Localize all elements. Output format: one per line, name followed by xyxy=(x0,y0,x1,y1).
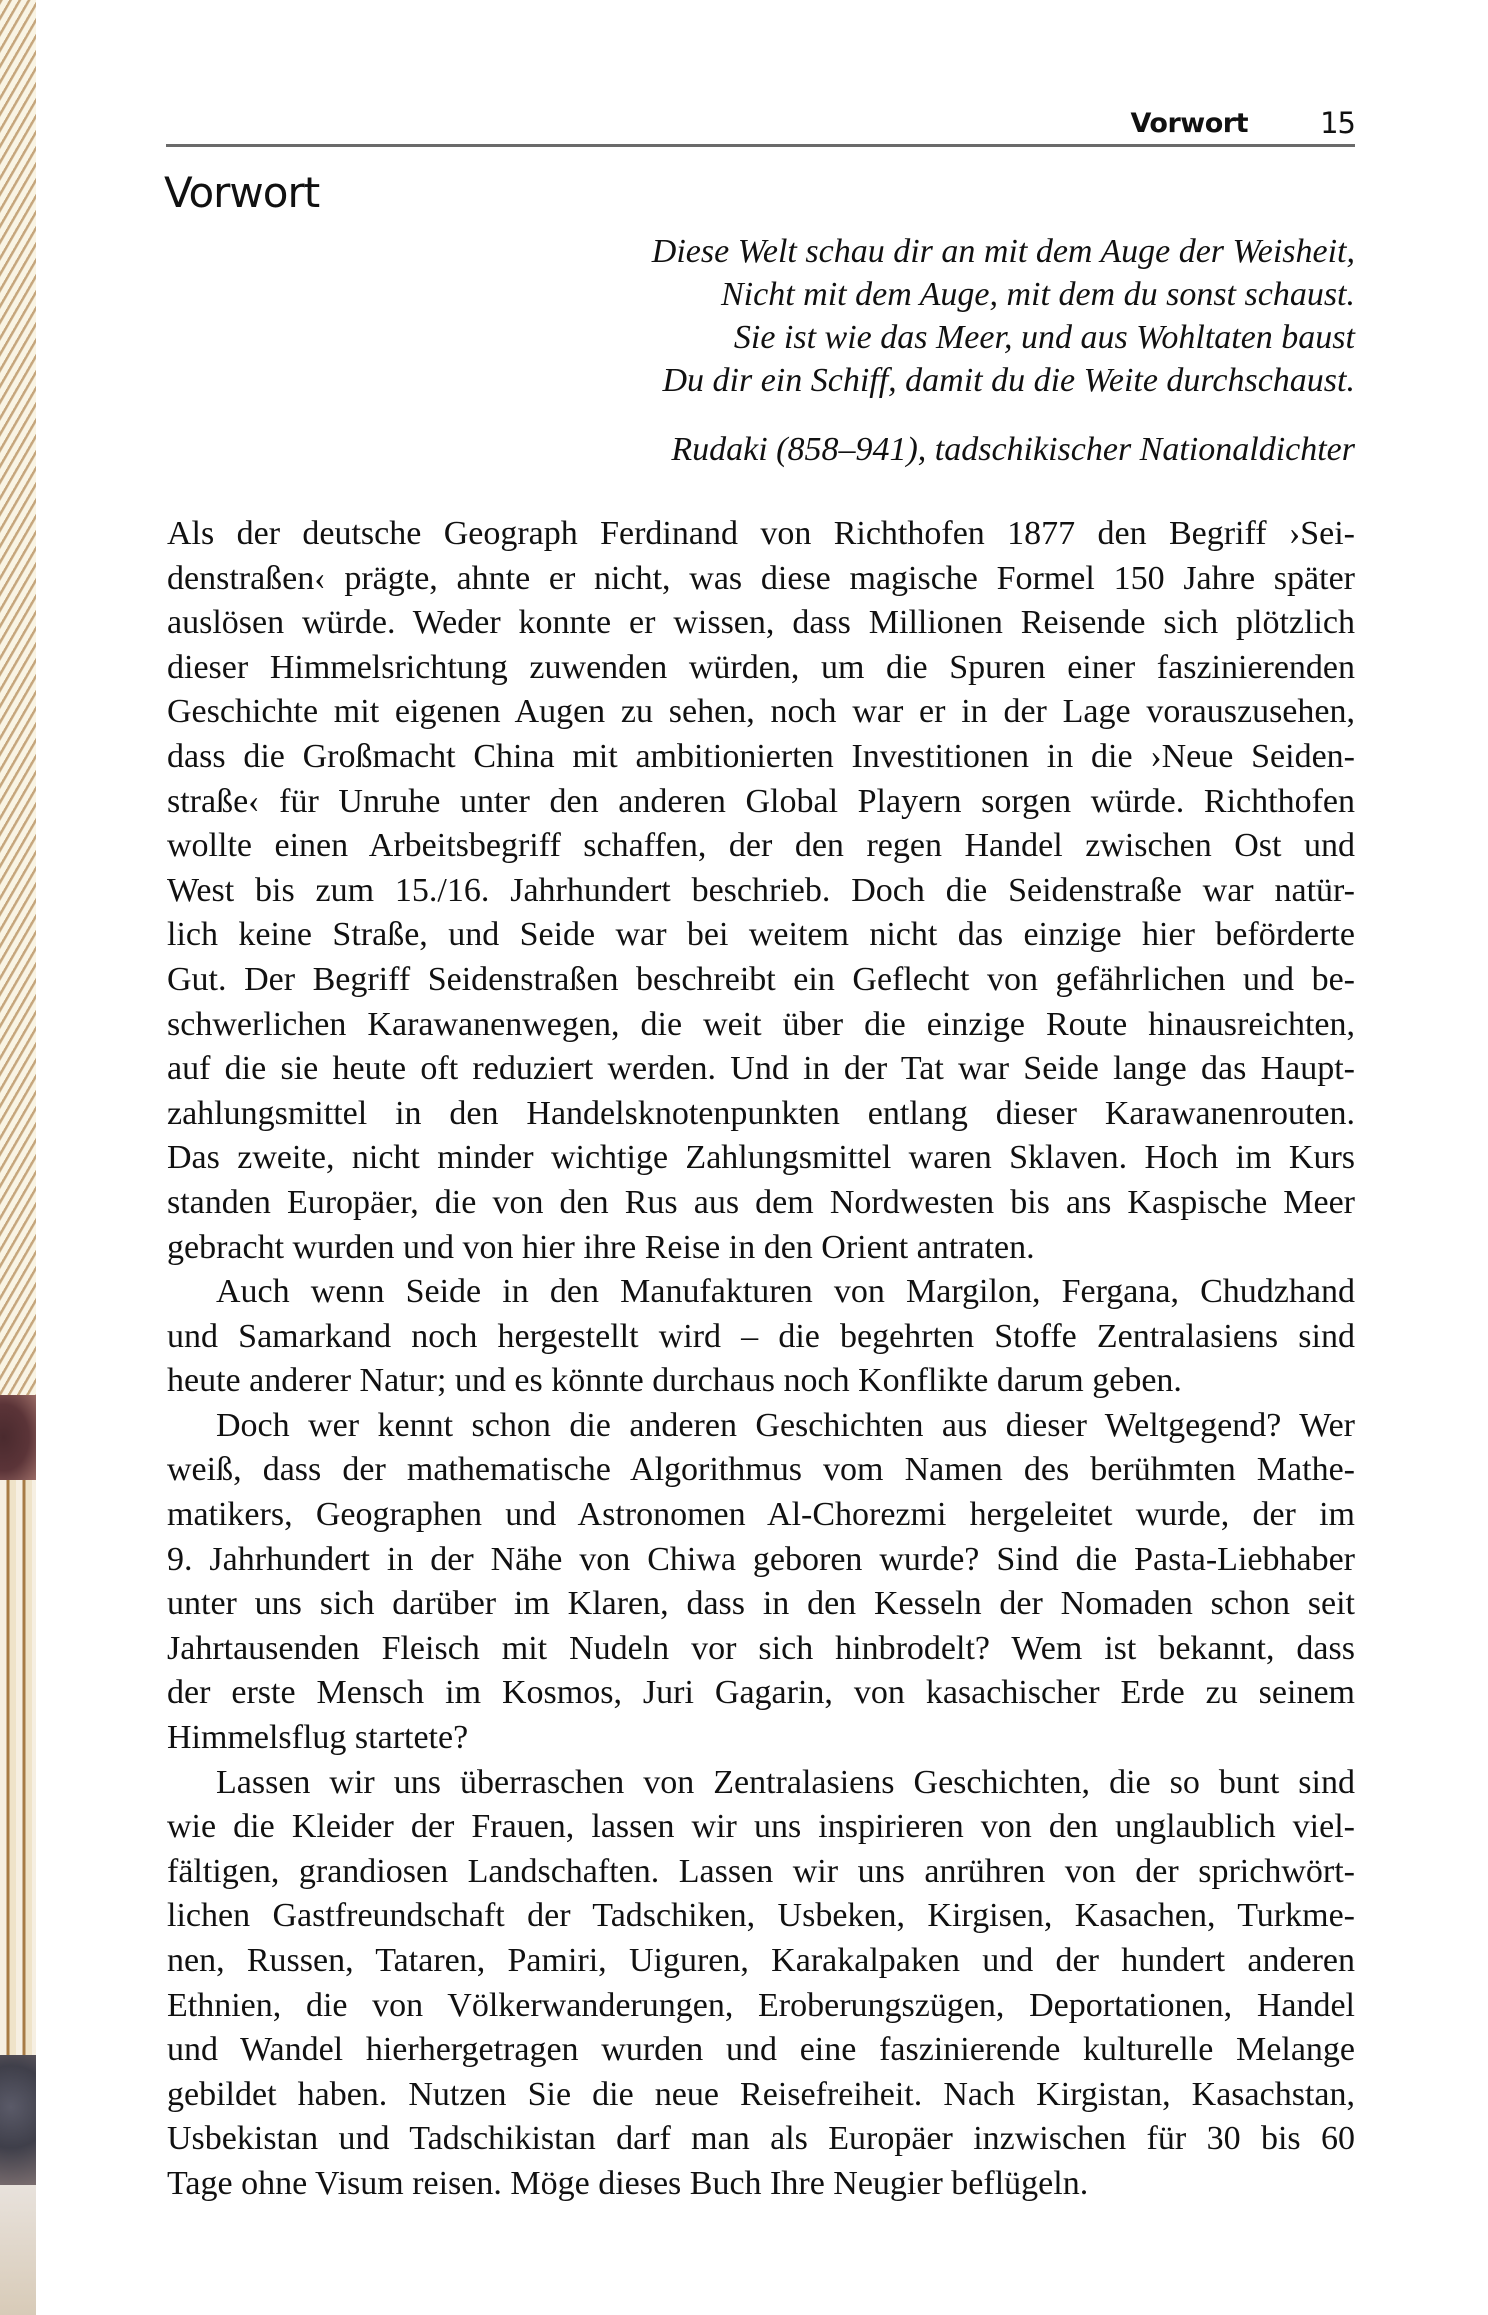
text-line: standen Europäer, die von den Rus aus dem Nordwesten bis ans Kaspische Meer xyxy=(167,1183,1355,1221)
text-line: Auch wenn Seide in den Manufakturen von Margilon, Fergana, Chudzhand xyxy=(216,1273,1355,1311)
text-line: unter uns sich darüber im Klaren, dass in den Kesseln der Nomaden schon seit xyxy=(167,1585,1355,1623)
text-line: und Samarkand noch hergestellt wird – die begehrten Stoffe Zentralasiens sind xyxy=(167,1317,1355,1355)
text-line: Doch wer kennt schon die anderen Geschichten aus dieser Weltgegend? Wer xyxy=(216,1406,1355,1444)
text-line: lich keine Straße, und Seide war bei weitem nicht das einzige hier beförderte xyxy=(167,916,1355,954)
decorative-photo-strip xyxy=(0,0,36,2315)
text-line: Usbekistan und Tadschikistan darf man als Europäer inzwischen für 30 bis 60 xyxy=(167,2120,1355,2158)
body-text xyxy=(167,512,1355,2207)
text-line: gebildet haben. Nutzen Sie die neue Reisefreiheit. Nach Kirgistan, Kasachstan, xyxy=(167,2075,1355,2113)
text-line: nen, Russen, Tataren, Pamiri, Uiguren, Karakalpaken und der hundert anderen xyxy=(167,1942,1355,1979)
text-line: denstraßen‹ prägte, ahnte er nicht, was diese magische Formel 150 Jahre später xyxy=(167,559,1355,597)
running-head xyxy=(166,104,1355,147)
text-line: Das zweite, nicht minder wichtige Zahlungsmittel waren Sklaven. Hoch im Kurs xyxy=(167,1139,1355,1177)
epigraph xyxy=(560,230,1355,471)
epigraph-attribution: Rudaki (858–941), tadschikischer Nationaldichter xyxy=(671,431,1355,468)
text-line: Tage ohne Visum reisen. Möge dieses Buch Ihre Neugier beflügeln. xyxy=(167,2164,1089,2202)
text-line: matikers, Geographen und Astronomen Al-Chorezmi hergeleitet wurde, der im xyxy=(167,1496,1355,1534)
text-line: Lassen wir uns überraschen von Zentralasiens Geschichten, die so bunt sind xyxy=(216,1763,1355,1801)
text-line: dass die Großmacht China mit ambitionierten Investitionen in die ›Neue Seiden- xyxy=(167,737,1355,775)
text-line: fältigen, grandiosen Landschaften. Lassen wir uns anrühren von der sprichwört- xyxy=(167,1852,1355,1890)
photo-strip-dark-segment xyxy=(0,1395,36,1480)
text-line: schwerlichen Karawanenwegen, die weit über die einzige Route hinausreichten, xyxy=(167,1005,1355,1043)
text-line: heute anderer Natur; und es könnte durchaus noch Konflikte darum geben. xyxy=(167,1362,1182,1400)
text-line: wie die Kleider der Frauen, lassen wir uns inspirieren von den unglaublich viel- xyxy=(167,1808,1355,1846)
paragraph-3 xyxy=(167,1404,1355,1761)
running-head-section: Vorwort xyxy=(1130,108,1248,139)
text-line: wollte einen Arbeitsbegriff schaffen, der den regen Handel zwischen Ost und xyxy=(167,827,1355,865)
text-line: Jahrtausenden Fleisch mit Nudeln vor sich hinbrodelt? Wem ist bekannt, dass xyxy=(167,1629,1355,1667)
paragraph-2 xyxy=(167,1270,1355,1404)
text-line: zahlungsmittel in den Handelsknotenpunkten entlang dieser Karawanenrouten. xyxy=(167,1094,1355,1132)
text-line: Ethnien, die von Völkerwanderungen, Eroberungszügen, Deportationen, Handel xyxy=(167,1986,1355,2024)
text-line: Gut. Der Begriff Seidenstraßen beschreibt ein Geflecht von gefährlichen und be- xyxy=(167,960,1355,998)
text-line: Geschichte mit eigenen Augen zu sehen, noch war er in der Lage vorauszusehen, xyxy=(167,693,1355,731)
paragraph-4 xyxy=(167,1761,1355,2207)
chapter-title: Vorwort xyxy=(164,168,320,217)
epigraph-verse: Du dir ein Schiff, damit du die Weite durchschaust. xyxy=(662,362,1355,399)
photo-strip-rocks-segment xyxy=(0,2055,36,2185)
paragraph-1 xyxy=(167,512,1355,1270)
text-line: auslösen würde. Weder konnte er wissen, dass Millionen Reisende sich plötzlich xyxy=(167,604,1355,642)
text-line: der erste Mensch im Kosmos, Juri Gagarin, von kasachischer Erde zu seinem xyxy=(167,1674,1355,1712)
text-line: lichen Gastfreundschaft der Tadschiken, Usbeken, Kirgisen, Kasachen, Turkme- xyxy=(167,1897,1355,1935)
photo-strip-bottom-segment xyxy=(0,2185,36,2315)
text-line: und Wandel hierhergetragen wurden und eine faszinierende kulturelle Melange xyxy=(167,2031,1355,2069)
text-line: Als der deutsche Geograph Ferdinand von Richthofen 1877 den Begriff ›Sei- xyxy=(167,515,1355,552)
page-number: 15 xyxy=(1320,106,1355,140)
epigraph-verse: Nicht mit dem Auge, mit dem du sonst schaust. xyxy=(721,276,1355,313)
text-line: West bis zum 15./16. Jahrhundert beschrieb. Doch die Seidenstraße war natür- xyxy=(167,871,1355,909)
text-line: straße‹ für Unruhe unter den anderen Global Playern sorgen würde. Richthofen xyxy=(167,782,1355,820)
text-line: Himmelsflug startete? xyxy=(167,1719,469,1757)
epigraph-verse: Sie ist wie das Meer, und aus Wohltaten baust xyxy=(733,319,1355,356)
text-line: gebracht wurden und von hier ihre Reise in den Orient antraten. xyxy=(167,1228,1035,1266)
text-line: 9. Jahrhundert in der Nähe von Chiwa geboren wurde? Sind die Pasta-Liebhaber xyxy=(167,1540,1355,1578)
text-line: dieser Himmelsrichtung zuwenden würden, um die Spuren einer faszinierenden xyxy=(167,648,1355,686)
photo-strip-wood-segment xyxy=(0,1480,36,2080)
text-line: auf die sie heute oft reduziert werden. Und in der Tat war Seide lange das Haupt- xyxy=(167,1050,1355,1088)
epigraph-verse: Diese Welt schau dir an mit dem Auge der Weisheit, xyxy=(651,233,1355,270)
text-line: weiß, dass der mathematische Algorithmus vom Namen des berühmten Mathe- xyxy=(167,1451,1355,1489)
